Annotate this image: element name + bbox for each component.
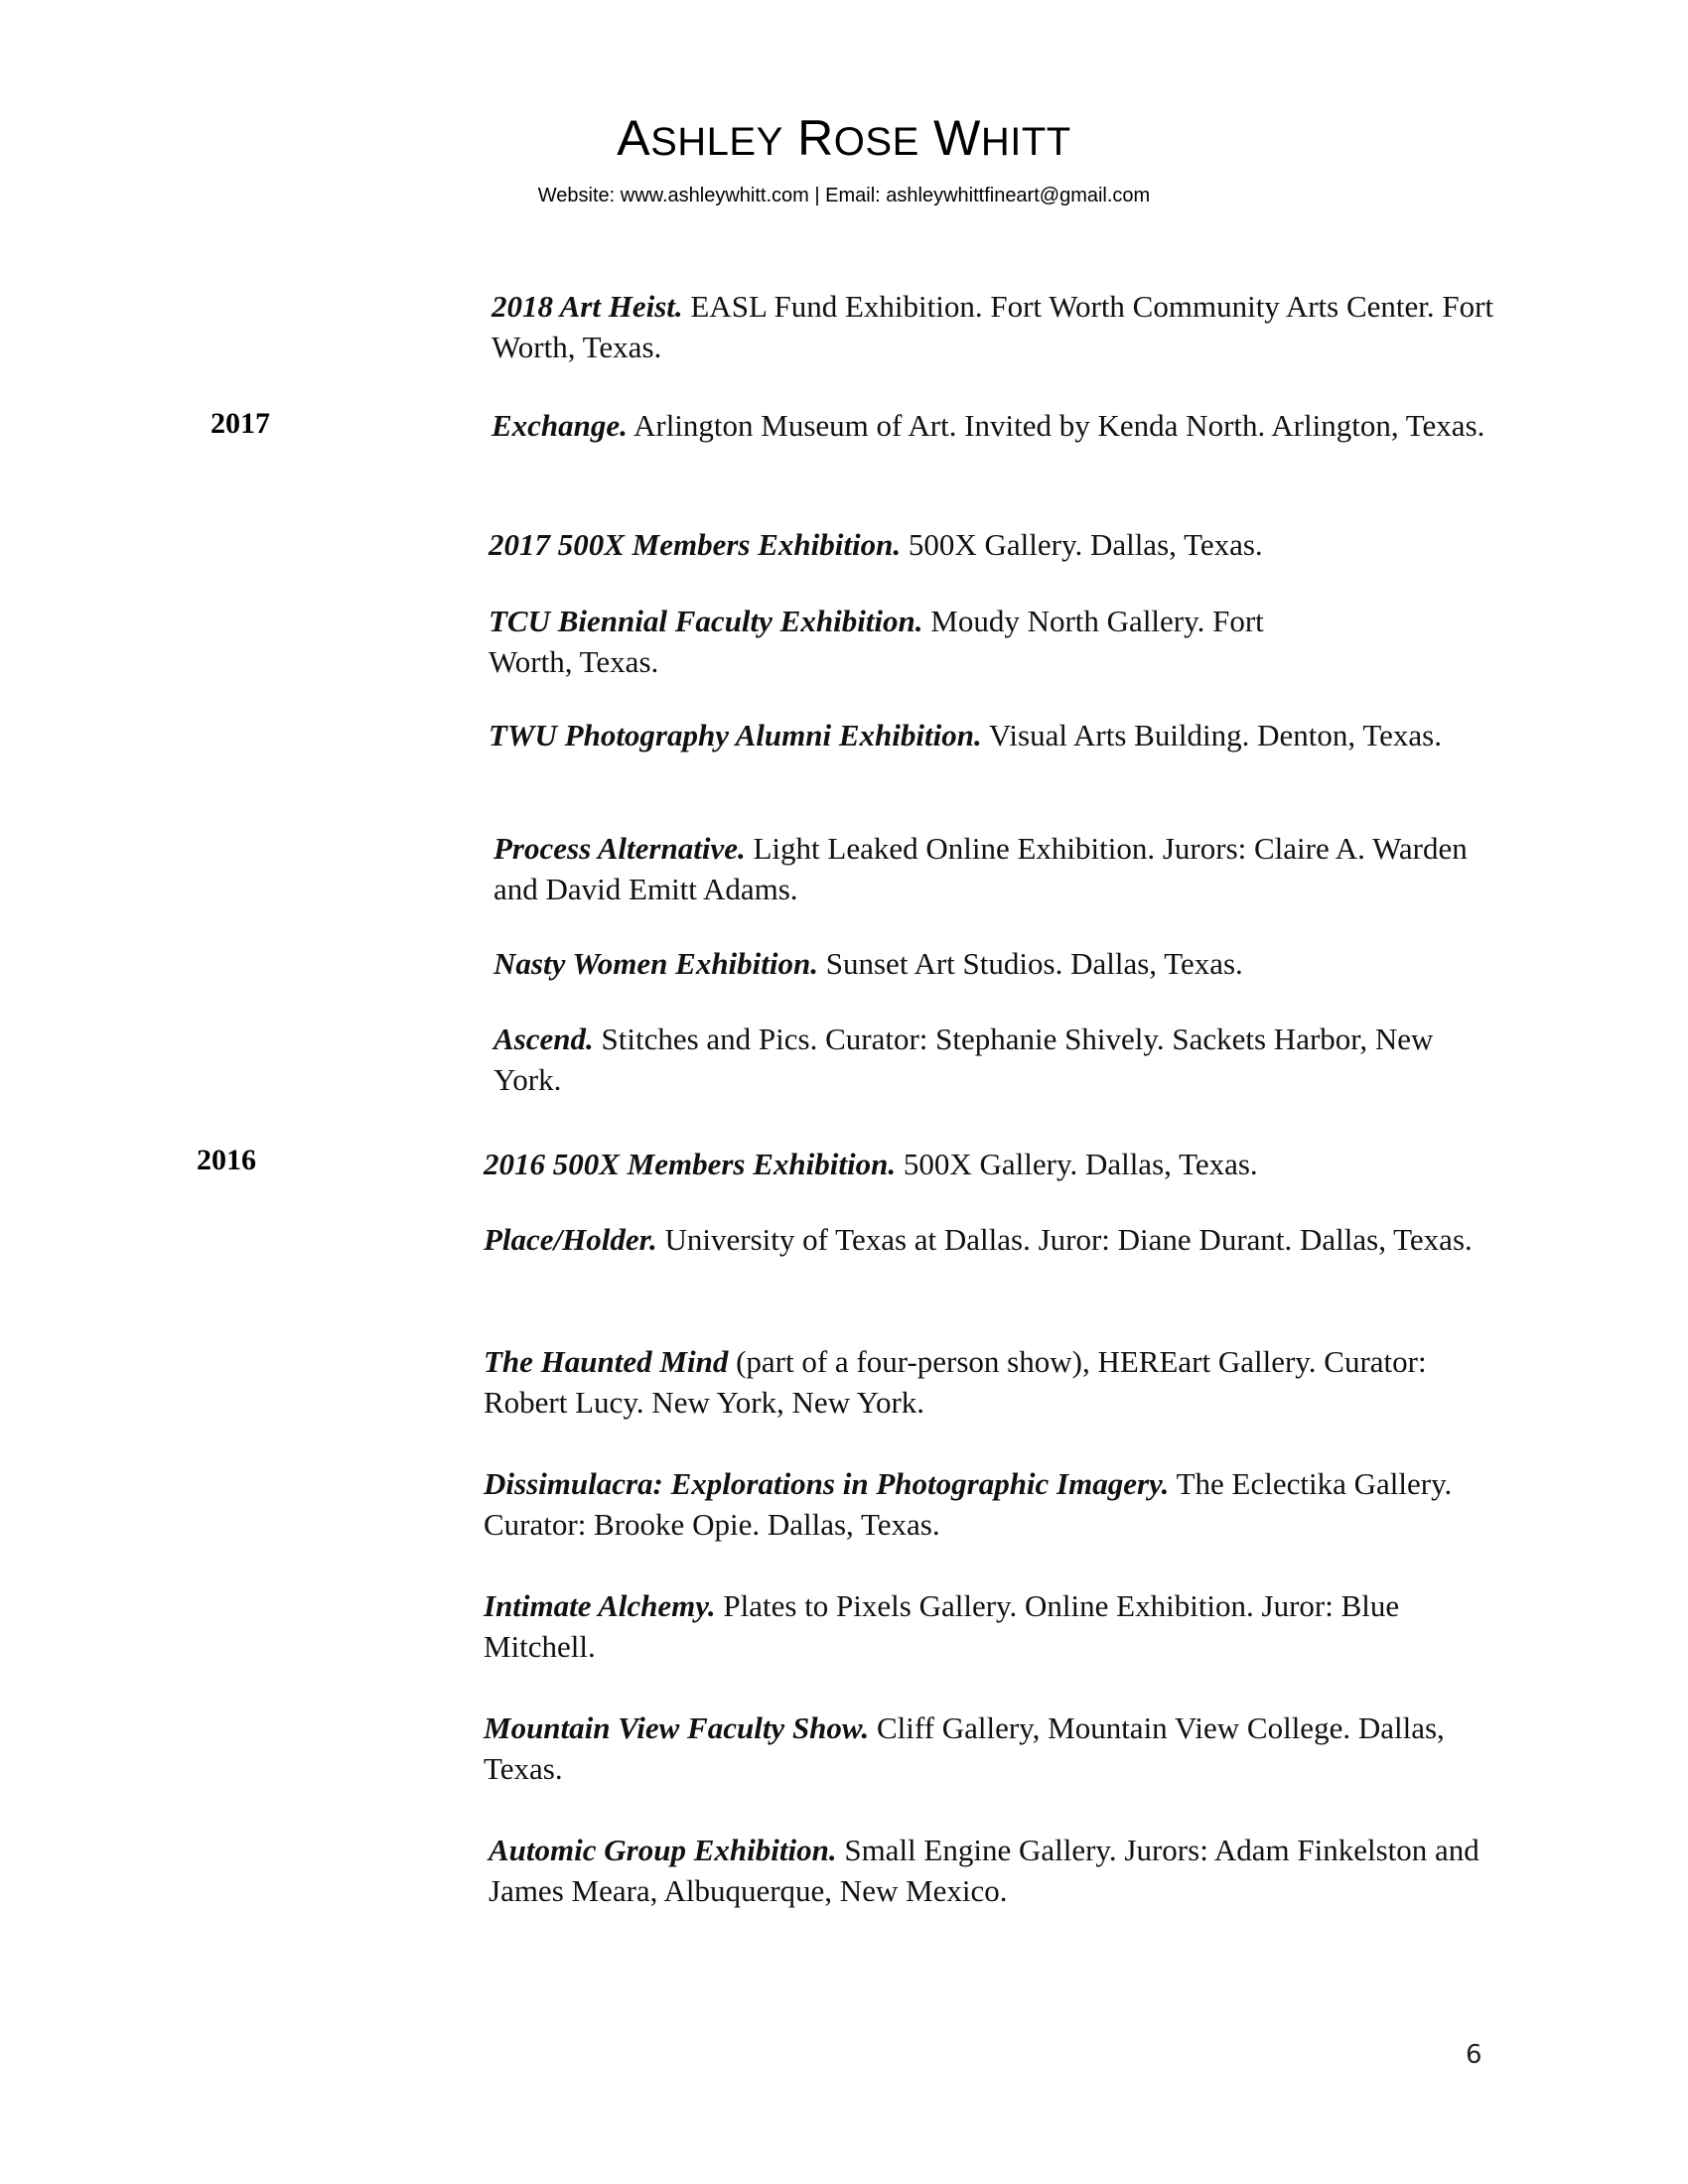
exhibition-entry: [484, 1707, 1486, 1789]
exhibition-details: Moudy North Gallery. Fort Worth, Texas.: [489, 604, 1264, 679]
exhibition-title: Place/Holder.: [484, 1222, 657, 1257]
exhibition-details: EASL Fund Exhibition. Fort Worth Community Arts Center. Fort Worth, Texas.: [492, 289, 1494, 364]
exhibition-details: Arlington Museum of Art. Invited by Kenda North. Arlington, Texas.: [627, 408, 1485, 443]
exhibition-title: Ascend.: [493, 1022, 594, 1056]
exhibition-title: Mountain View Faculty Show.: [484, 1710, 870, 1745]
exhibition-details: Visual Arts Building. Denton, Texas.: [981, 718, 1442, 752]
exhibition-title: Process Alternative.: [493, 831, 746, 866]
exhibition-details: Light Leaked Online Exhibition. Jurors: Claire A. Warden and David Emitt Adams.: [493, 831, 1468, 906]
page-number: 6: [1466, 2040, 1482, 2070]
exhibition-entry: [484, 1219, 1486, 1260]
resume-name-heading: ASHLEY ROSE WHITT: [617, 110, 1071, 166]
exhibition-details: The Eclectika Gallery. Curator: Brooke Opie. Dallas, Texas.: [484, 1466, 1453, 1542]
exhibition-details: 500X Gallery. Dallas, Texas.: [896, 1147, 1258, 1181]
exhibition-title: Automic Group Exhibition.: [489, 1833, 837, 1867]
exhibition-entry: [489, 524, 1491, 565]
exhibition-details: Sunset Art Studios. Dallas, Texas.: [818, 946, 1243, 981]
exhibition-entry: [493, 943, 1496, 984]
exhibition-title: Nasty Women Exhibition.: [493, 946, 818, 981]
exhibition-title: Dissimulacra: Explorations in Photographic Imagery.: [484, 1466, 1170, 1501]
year-label-2016: 2016: [197, 1144, 256, 1176]
exhibition-details: Stitches and Pics. Curator: Stephanie Shively. Sackets Harbor, New York.: [493, 1022, 1434, 1097]
exhibition-entry: [489, 715, 1491, 755]
exhibition-entry: [493, 828, 1496, 909]
exhibition-details: University of Texas at Dallas. Juror: Diane Durant. Dallas, Texas.: [656, 1222, 1473, 1257]
exhibition-entry: [489, 601, 1283, 682]
exhibition-title: 2017 500X Members Exhibition.: [489, 527, 902, 562]
exhibition-title: 2018 Art Heist.: [492, 289, 683, 324]
contact-line: Website: www.ashleywhitt.com | Email: ashleywhittfineart@gmail.com: [537, 185, 1151, 206]
exhibition-details: Plates to Pixels Gallery. Online Exhibition. Juror: Blue Mitchell.: [484, 1588, 1400, 1664]
exhibition-details: Cliff Gallery, Mountain View College. Dallas, Texas.: [484, 1710, 1445, 1786]
exhibition-entry: [489, 1830, 1491, 1911]
exhibition-title: Exchange.: [492, 408, 628, 443]
exhibition-title: Intimate Alchemy.: [484, 1588, 716, 1623]
exhibition-entry: [492, 405, 1494, 446]
exhibition-details: (part of a four-person show), HEREart Gallery. Curator: Robert Lucy. New York, New York.: [484, 1344, 1427, 1420]
exhibition-entry: [484, 1144, 1486, 1184]
exhibition-entry: [492, 286, 1494, 367]
exhibition-title: The Haunted Mind: [484, 1344, 729, 1379]
exhibition-entry: [484, 1463, 1486, 1545]
exhibition-details: Small Engine Gallery. Jurors: Adam Finkelston and James Meara, Albuquerque, New Mexico.: [489, 1833, 1479, 1908]
year-label-2017: 2017: [211, 407, 270, 440]
exhibition-details: 500X Gallery. Dallas, Texas.: [901, 527, 1263, 562]
exhibition-entry: [484, 1585, 1486, 1667]
exhibition-title: 2016 500X Members Exhibition.: [484, 1147, 897, 1181]
exhibition-entry: [493, 1019, 1496, 1100]
exhibition-entry: [484, 1341, 1486, 1423]
exhibition-title: TCU Biennial Faculty Exhibition.: [489, 604, 923, 638]
exhibition-title: TWU Photography Alumni Exhibition.: [489, 718, 982, 752]
